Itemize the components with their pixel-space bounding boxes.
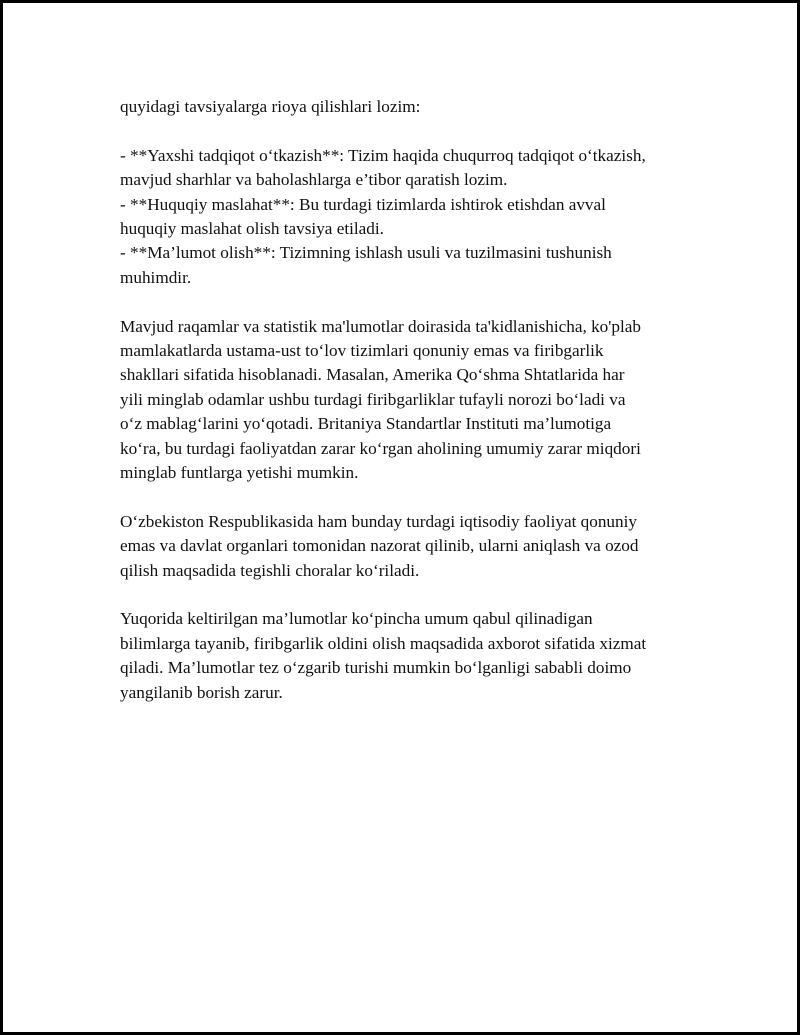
statistics-line: o‘z mablag‘larini yo‘qotadi. Britaniya Standartlar Instituti ma’lumotiga <box>120 414 612 434</box>
recommendation-info-line-1: - **Ma’lumot olish**: Tizimning ishlash usuli va tuzilmasini tushunish <box>120 243 612 263</box>
statistics-line: Mavjud raqamlar va statistik ma'lumotlar doirasida ta'kidlanishicha, ko'plab <box>120 316 641 336</box>
conclusion-line: bilimlarga tayanib, firibgarlik oldini olish maqsadida axborot sifatida xizmat <box>120 633 647 653</box>
uzbekistan-line: qilish maqsadida tegishli choralar ko‘riladi. <box>120 560 420 580</box>
uzbekistan-line: emas va davlat organlari tomonidan nazorat qilinib, ularni aniqlash va ozod <box>120 536 639 556</box>
recommendation-legal-line-1: - **Huquqiy maslahat**: Bu turdagi tizimlarda ishtirok etishdan avval <box>120 194 606 214</box>
statistics-line: ko‘ra, bu turdagi faoliyatdan zarar ko‘rgan aholining umumiy zarar miqdori <box>120 438 641 458</box>
conclusion-line: Yuqorida keltirilgan ma’lumotlar ko‘pincha umum qabul qilinadigan <box>120 609 593 629</box>
statistics-line: shakllari sifatida hisoblanadi. Masalan, Amerika Qo‘shma Shtatlarida har <box>120 365 625 385</box>
statistics-line: mamlakatlarda ustama-ust to‘lov tizimlari qonuniy emas va firibgarlik <box>120 341 604 361</box>
uzbekistan-paragraph <box>120 510 710 583</box>
statistics-paragraph <box>120 315 710 486</box>
document-body <box>120 95 710 729</box>
recommendations-list <box>120 144 710 290</box>
recommendation-legal-line-2: huquqiy maslahat olish tavsiya etiladi. <box>120 219 384 239</box>
conclusion-paragraph <box>120 607 710 705</box>
statistics-line: minglab funtlarga yetishi mumkin. <box>120 463 359 483</box>
intro-paragraph <box>120 95 710 119</box>
recommendation-info-line-2: muhimdir. <box>120 267 192 287</box>
conclusion-line: qiladi. Ma’lumotlar tez o‘zgarib turishi mumkin bo‘lganligi sababli doimo <box>120 658 632 678</box>
intro-line: quyidagi tavsiyalarga rioya qilishlari lozim: <box>120 97 421 116</box>
recommendation-research-line-2: mavjud sharhlar va baholashlarga e’tibor qaratish lozim. <box>120 170 508 190</box>
conclusion-line: yangilanib borish zarur. <box>120 682 283 702</box>
recommendation-research-line-1: - **Yaxshi tadqiqot o‘tkazish**: Tizim haqida chuqurroq tadqiqot o‘tkazish, <box>120 145 646 165</box>
uzbekistan-line: O‘zbekiston Respublikasida ham bunday turdagi iqtisodiy faoliyat qonuniy <box>120 511 637 531</box>
statistics-line: yili minglab odamlar ushbu turdagi firibgarliklar tufayli norozi bo‘ladi va <box>120 389 626 409</box>
